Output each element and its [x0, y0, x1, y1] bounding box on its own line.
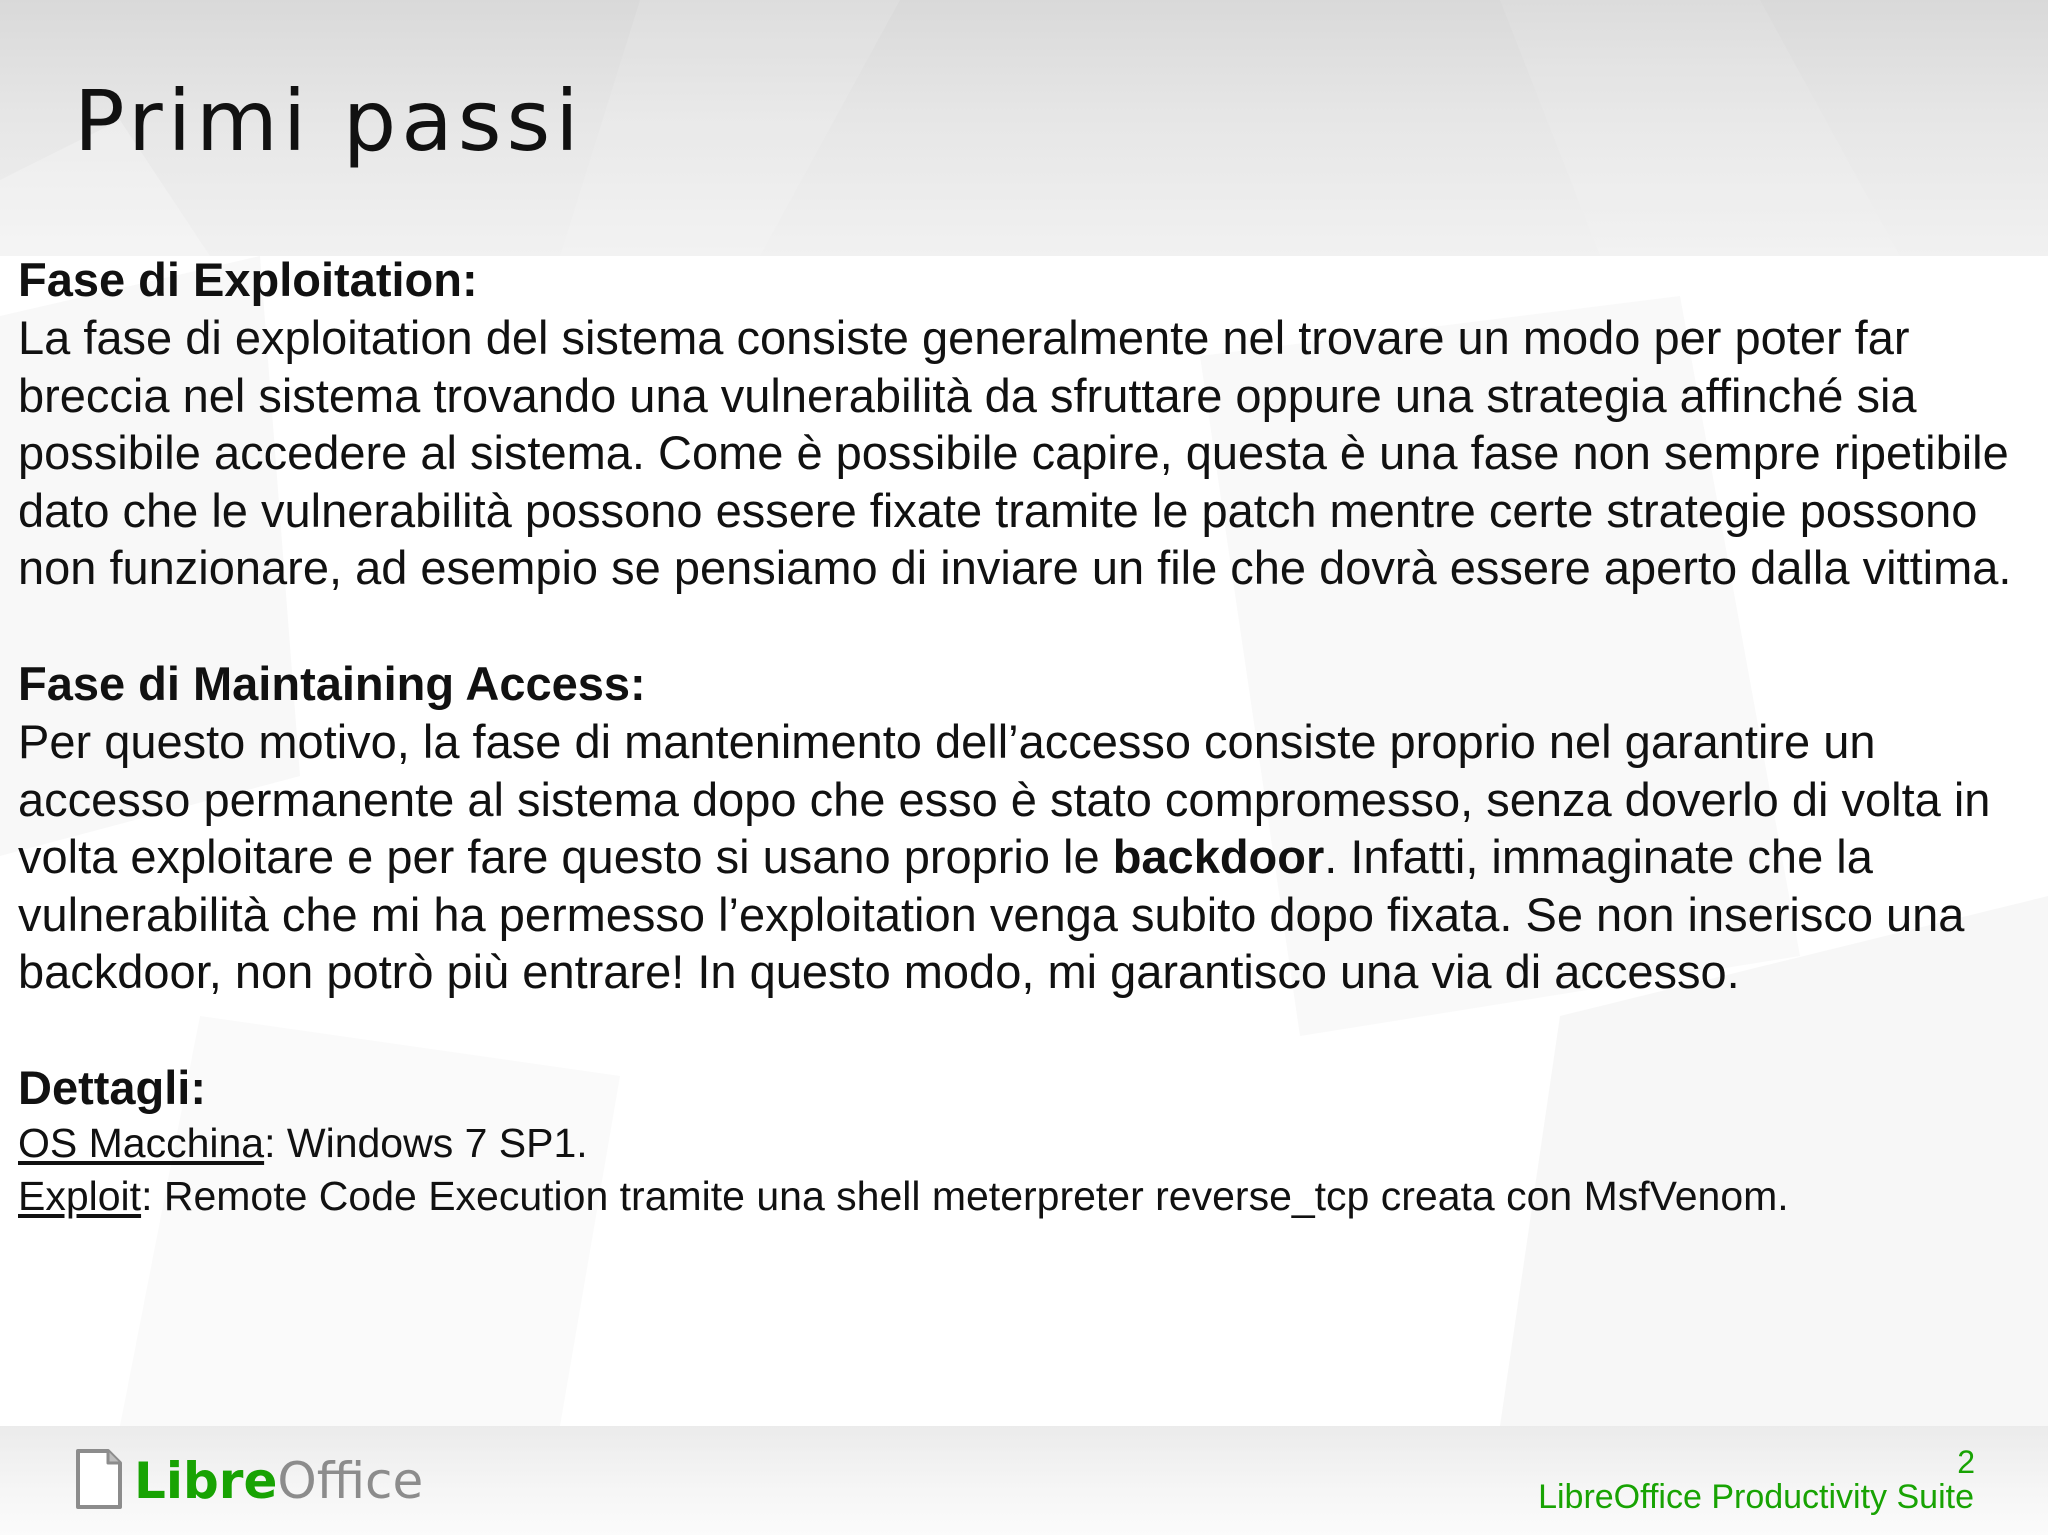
backdoor-bold: backdoor: [1112, 830, 1325, 884]
exploitation-heading: Fase di Exploitation:: [18, 253, 478, 306]
exploitation-text: La fase di exploitation del sistema consiste generalmente nel trovare un modo per poter far breccia nel sistema trovando una vulnerabilità da sfruttare oppure una strategia affinché sia possibile accedere al sistema. Come è possibile capire, questa è una fase non sempre ripetibile dato che le vulnerabilità possono essere fixate tramite le patch mentre certe strategie possono non funzionare, ad esempio se pensiamo di inviare un file che dovrà essere aperto dalla vittima.: [18, 311, 2012, 595]
detail-exploit-label: Exploit: [18, 1172, 142, 1219]
maintaining-text-after: . Infatti, immaginate che la vulnerabilità che mi ha permesso l’exploitation venga subito dopo fixata. Se non inserisco una backdoor, non potrò più entrare! In questo modo, mi garantisco una via di accesso.: [18, 830, 1965, 999]
detail-os-value: : Windows 7 SP1.: [264, 1119, 588, 1166]
slide-title: Primi passi: [74, 72, 584, 170]
logo-wordmark: [134, 1446, 423, 1516]
detail-os: [18, 1117, 2033, 1170]
detail-exploit: [18, 1170, 2033, 1223]
maintaining-text-before: Per questo motivo, la fase di mantenimento dell’accesso consiste proprio nel garantire un accesso permanente al sistema dopo che esso è stato compromesso, senza doverlo di volta in volta exploitare e per fare questo si usano proprio le: [18, 714, 1991, 884]
detail-os-label: OS Macchina: [18, 1119, 265, 1166]
document-icon: [74, 1449, 124, 1511]
maintaining-heading: Fase di Maintaining Access:: [18, 656, 646, 710]
logo-libre: Libre: [134, 1452, 278, 1510]
detail-exploit-value: : Remote Code Execution tramite una shell meterpreter reverse_tcp creata con MsfVenom.: [141, 1172, 1789, 1219]
spacer: [18, 597, 2033, 655]
slide-content: [18, 251, 2033, 1223]
maintaining-text: [18, 713, 2033, 1001]
logo-office: Office: [277, 1452, 424, 1510]
spacer: [18, 1001, 2033, 1059]
footer-brand: LibreOffice Productivity Suite: [1538, 1478, 1974, 1516]
page-number: 2: [1957, 1444, 1975, 1480]
details-heading: Dettagli:: [18, 1060, 206, 1114]
